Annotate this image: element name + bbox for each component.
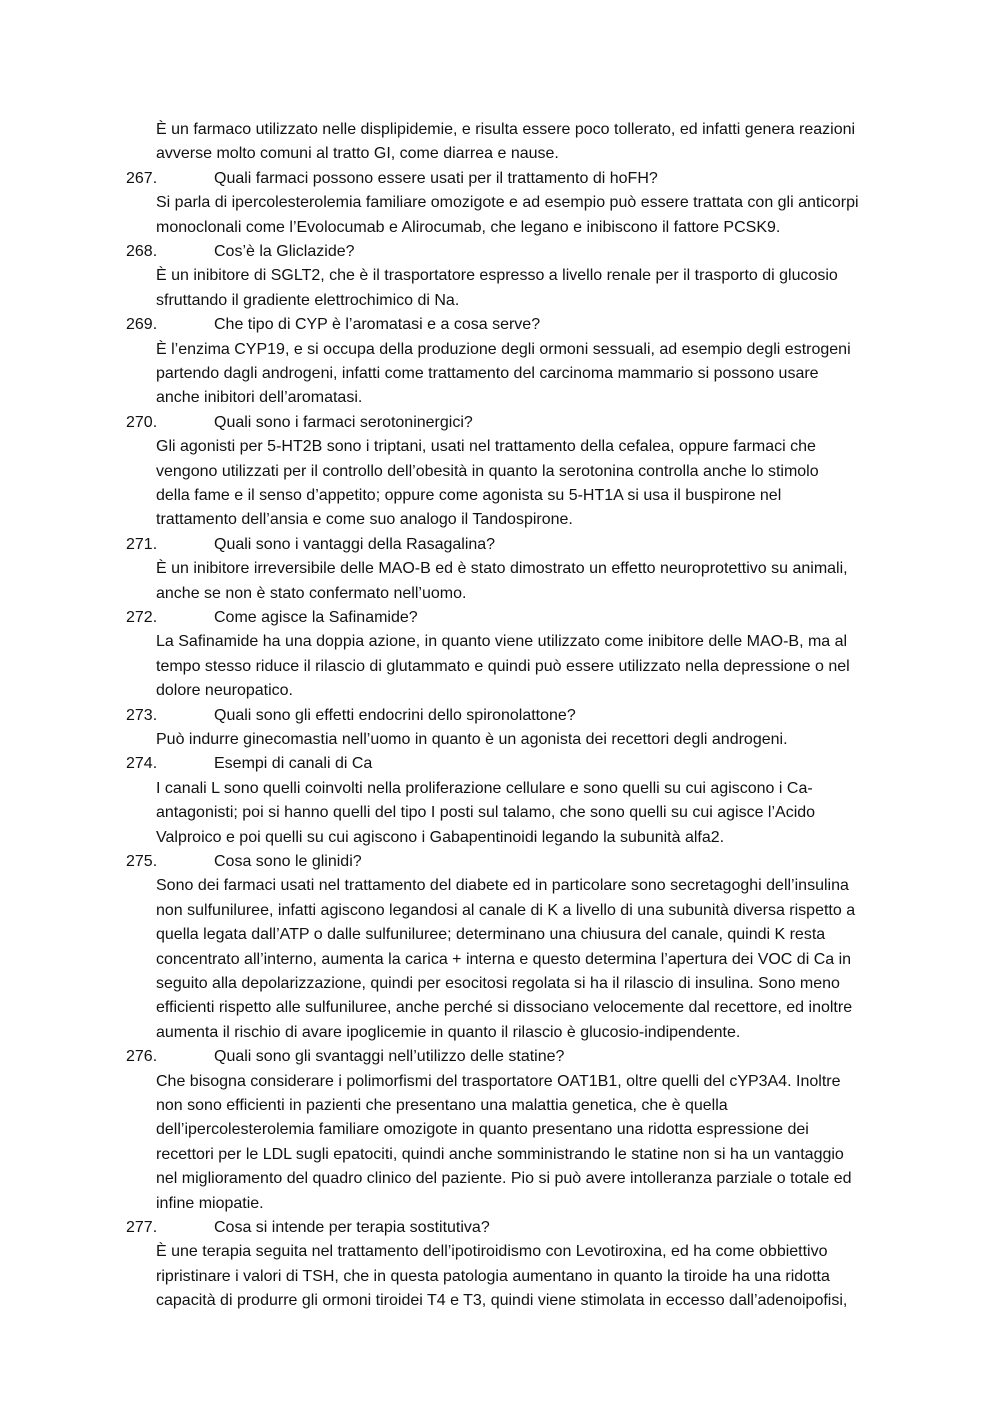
question-text: Cosa si intende per terapia sostitutiva?: [214, 1219, 490, 1236]
answer-line: seguito alla depolarizzazione, quindi per esocitosi regolata si ha il rilascio di insulina. Sono meno: [156, 975, 840, 992]
answer-line: La Safinamide ha una doppia azione, in quanto viene utilizzato come inibitore delle MAO-B, ma al: [156, 633, 848, 651]
question-text: Cos’è la Gliclazide?: [214, 243, 355, 260]
question-text: Esempi di canali di Ca: [214, 755, 373, 773]
answer-line: È un inibitore irreversibile delle MAO-B ed è stato dimostrato un effetto neuroprotettivo su animali,: [156, 560, 848, 578]
answer-line: I canali L sono quelli coinvolti nella proliferazione cellulare e sono quelli su cui agiscono i Ca-: [156, 779, 813, 797]
question-number: 268.: [126, 243, 158, 260]
answer-line: È l’enzima CYP19, e si occupa della produzione degli ormoni sessuali, ad esempio degli estrogeni: [156, 340, 851, 358]
intro-answer-line: È un farmaco utilizzato nelle displipidemie, e risulta essere poco tollerato, ed infatti genera reazioni: [156, 121, 856, 138]
answer-line: non sulfuniluree, infatti agiscono legandosi al canale di K a livello di una subunità diversa rispetto a: [156, 901, 856, 919]
question-number: 277.: [126, 1219, 158, 1236]
answer-line: dell’ipercolesterolemia familiare omozigote in quanto presentano una ridotta espressione dei: [156, 1121, 809, 1139]
question-number: 274.: [126, 755, 158, 773]
question-number: 276.: [126, 1048, 158, 1066]
question-text: Quali sono i farmaci serotoninergici?: [214, 413, 473, 431]
answer-line: trattamento dell’ansia e come suo analogo il Tandospirone.: [156, 511, 573, 529]
answer-line: Che bisogna considerare i polimorfismi del trasportatore OAT1B1, oltre quelli del cYP3A4. Inoltre: [156, 1072, 841, 1090]
intro-answer-line: avverse molto comuni al tratto GI, come diarrea e nause.: [156, 145, 559, 163]
question-text: Quali sono gli effetti endocrini dello spironolattone?: [214, 706, 576, 724]
answer-line: nel miglioramento del quadro clinico del paziente. Pio si può avere intolleranza parziale o totale ed: [156, 1170, 852, 1188]
answer-line: Valproico e poi quelli su cui agiscono i Gabapentinoidi legando la subunità alfa2.: [156, 828, 725, 846]
answer-line: concentrato all’interno, aumenta la carica + interna e questo determina l’apertura dei VOC di Ca in: [156, 950, 852, 968]
answer-line: monoclonali come l’Evolocumab e Alirocumab, che legano e inibiscono il fattore PCSK9.: [156, 218, 781, 236]
answer-line: vengono utilizzati per il controllo dell’obesità in quanto la serotonina controlla anche lo stimolo: [156, 462, 819, 480]
question-number: 267.: [126, 169, 158, 187]
answer-line: della fame e il senso d’appetito; oppure come agonista su 5-HT1A si usa il buspirone nel: [156, 487, 782, 504]
answer-line: anche inibitori dell’aromatasi.: [156, 389, 363, 407]
answer-line: Sono dei farmaci usati nel trattamento del diabete ed in particolare sono secretagoghi dell’insulina: [156, 877, 849, 895]
question-text: Che tipo di CYP è l’aromatasi e a cosa serve?: [214, 316, 541, 334]
question-text: Quali farmaci possono essere usati per il trattamento di hoFH?: [214, 169, 658, 187]
answer-line: capacità di produrre gli ormoni tiroidei T4 e T3, quindi viene stimolata in eccesso dall’adenoipofisi,: [156, 1292, 848, 1310]
answer-line: aumenta il rischio di avare ipoglicemie in quanto il rilascio è glucosio-indipendente.: [156, 1023, 741, 1041]
answer-line: tempo stesso riduce il rilascio di glutammato e quindi può essere utilizzato nella depressione o nel: [156, 657, 850, 675]
answer-line: anche se non è stato confermato nell’uomo.: [156, 584, 467, 602]
answer-line: dolore neuropatico.: [156, 682, 293, 700]
answer-line: Si parla di ipercolesterolemia familiare omozigote e ad esempio può essere trattata con gli anticorpi: [156, 194, 859, 212]
answer-line: sfruttando il gradiente elettrochimico di Na.: [156, 291, 460, 309]
answer-line: partendo dagli androgeni, infatti come trattamento del carcinoma mammario si possono usare: [156, 365, 819, 382]
answer-line: È une terapia seguita nel trattamento dell’ipotiroidismo con Levotiroxina, ed ha come obbiettivo: [156, 1243, 828, 1261]
answer-line: infine miopatie.: [156, 1194, 264, 1212]
answer-line: recettori per le LDL sugli epatociti, quindi anche somministrando le statine non si ha un vantaggio: [156, 1145, 844, 1163]
answer-line: non sono efficienti in pazienti che presentano una malattia genetica, che è quella: [156, 1097, 728, 1114]
question-number: 271.: [126, 535, 158, 553]
answer-line: ripristinare i valori di TSH, che in questa patologia aumentano in quanto la tiroide ha una ridotta: [156, 1267, 830, 1285]
question-text: Cosa sono le glinidi?: [214, 853, 362, 870]
question-text: Quali sono i vantaggi della Rasagalina?: [214, 535, 496, 553]
question-text: Quali sono gli svantaggi nell’utilizzo delle statine?: [214, 1048, 565, 1066]
answer-line: Gli agonisti per 5-HT2B sono i triptani, usati nel trattamento della cefalea, oppure farmaci che: [156, 438, 816, 456]
answer-line: quella legata dall’ATP o dalle sulfuniluree; determinano una chiusura del canale, quindi K resta: [156, 926, 826, 944]
question-number: 270.: [126, 413, 158, 431]
question-number: 275.: [126, 853, 158, 870]
question-number: 272.: [126, 609, 158, 626]
answer-line: efficienti rispetto alle sulfuniluree, anche perché si dissociano velocemente dal recettore, ed inoltre: [156, 999, 853, 1017]
answer-line: È un inibitore di SGLT2, che è il trasportatore espresso a livello renale per il trasporto di glucosio: [156, 267, 838, 285]
question-text: Come agisce la Safinamide?: [214, 609, 418, 626]
question-number: 269.: [126, 316, 158, 334]
answer-line: antagonisti; poi si hanno quelli del tipo I posti sul talamo, che sono quelli su cui agisce l’Acido: [156, 804, 816, 822]
question-number: 273.: [126, 706, 158, 724]
answer-line: Può indurre ginecomastia nell’uomo in quanto è un agonista dei recettori degli androgeni.: [156, 731, 788, 748]
